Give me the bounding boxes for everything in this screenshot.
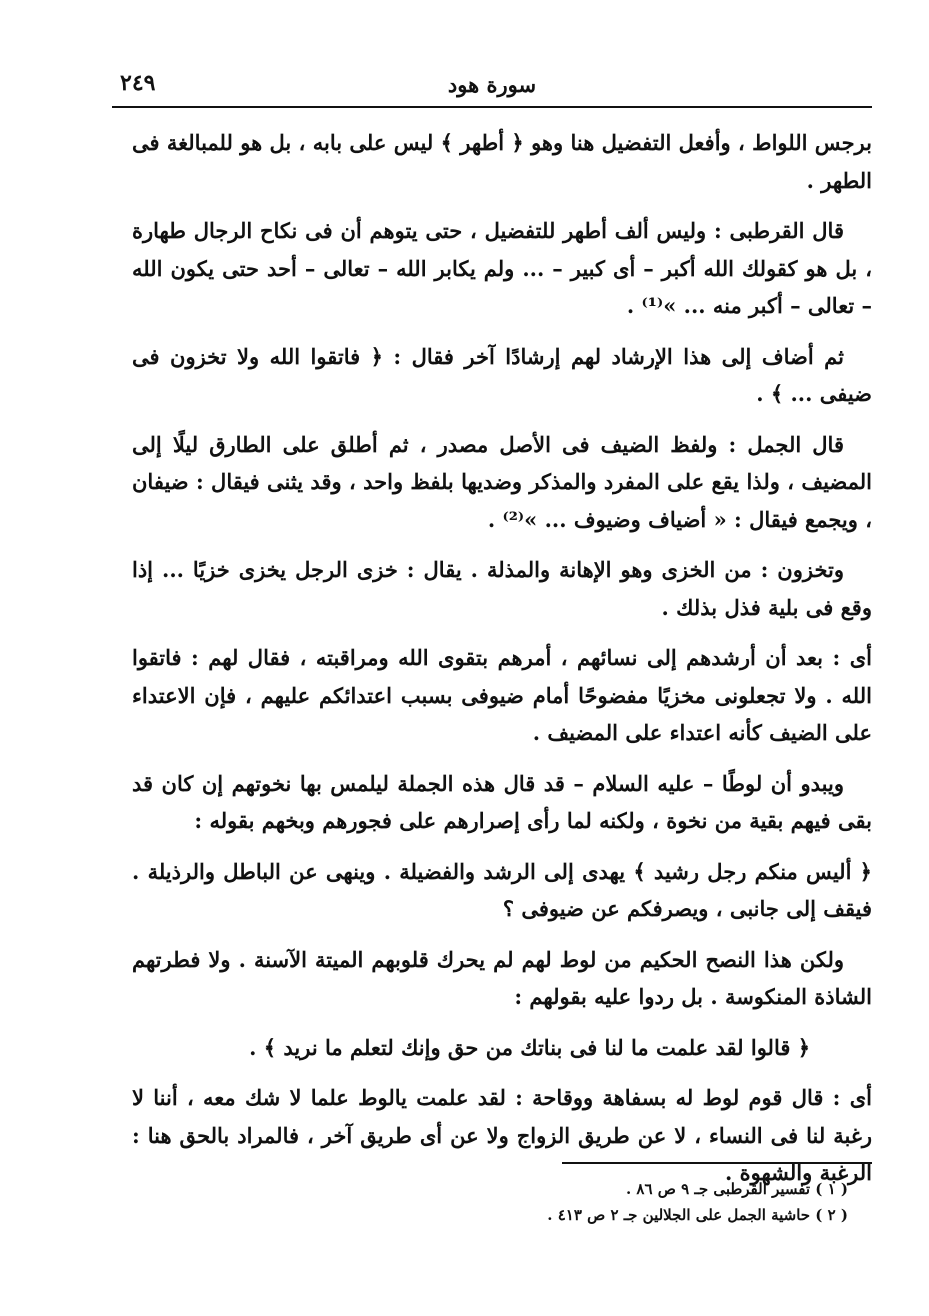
paragraph-3: ثم أضاف إلى هذا الإرشاد لهم إرشادًا آخر فقال : ﴿ فاتقوا الله ولا تخزون فى ضيفى ... ﴾ . (132, 343, 872, 406)
footnote-divider (562, 1162, 872, 1164)
verse-quote: ﴿ قالوا لقد علمت ما لنا فى بناتك من حق وإنك لتعلم ما نريد ﴾ . (249, 1034, 810, 1060)
footnote-1: ( ١ ) تفسير القرطبى جـ ٩ ص ٨٦ . (625, 1180, 848, 1198)
footnotes (132, 1176, 848, 1228)
paragraph-5: وتخزون : من الخزى وهو الإهانة والمذلة . يقال : خزى الرجل يخزى خزيًا ... إذا وقع فى بلية فذل بذلك . (132, 557, 872, 620)
page-number: ٢٤٩ (120, 70, 156, 96)
paragraph-1: برجس اللواط ، وأفعل التفضيل هنا وهو ﴿ أطهر ﴾ ليس على بابه ، بل هو للمبالغة فى الطهر . (132, 130, 872, 193)
paragraph-7: ويبدو أن لوطًا – عليه السلام – قد قال هذه الجملة ليلمس بها نخوتهم إن كان قد بقى فيهم بقية من نخوة ، ولكنه لما رأى إصرارهم على فجورهم وبخهم بقوله : (132, 770, 872, 833)
paragraph-11: أى : قال قوم لوط له بسفاهة ووقاحة : لقد علمت يالوط علما لا شك معه ، أننا لا رغبة لنا فى النساء ، لا عن طريق الزواج ولا عن أى طريق آخر ، فالمراد بالحق هنا : الرغبة والشهوة . (132, 1085, 872, 1185)
main-text (132, 124, 872, 1205)
paragraph-9: ولكن هذا النصح الحكيم من لوط لهم لم يحرك قلوبهم الميتة الآسنة . ولا فطرتهم الشاذة المنكوسة . بل ردوا عليه بقولهم : (132, 946, 872, 1009)
footnote-2: ( ٢ ) حاشية الجمل على الجلالين جـ ٢ ص ٤١٣ . (547, 1206, 848, 1224)
running-header (112, 62, 872, 108)
paragraph-6: أى : بعد أن أرشدهم إلى نسائهم ، أمرهم بتقوى الله ومراقبته ، فقال لهم : فاتقوا الله . ولا تجعلونى مخزيًا مفضوحًا أمام ضيوفى بسبب اعتدائكم عليهم ، فإن الاعتداء على الضيف كأنه اعتداء على المضيف . (132, 645, 872, 745)
surah-title: سورة هود (447, 72, 537, 97)
paragraph-4: قال الجمل : ولفظ الضيف فى الأصل مصدر ، ثم أطلق على الطارق ليلًا إلى المضيف ، ولذا يقع على المفرد والمذكر وضديها بلفظ واحد ، وقد يثنى فيقال : ضيفان ، ويجمع فيقال : « أضياف وضيوف ... »⁽²⁾ . (132, 431, 872, 532)
paragraph-2: قال القرطبى : وليس ألف أطهر للتفضيل ، حتى يتوهم أن فى نكاح الرجال طهارة ، بل هو كقولك الله أكبر – أى كبير – ... ولم يكابر الله – تعالى – أحد حتى يكون الله – تعالى – أكبر منه ... »⁽¹⁾ . (132, 218, 872, 318)
paragraph-8: ﴿ أليس منكم رجل رشيد ﴾ يهدى إلى الرشد والفضيلة . وينهى عن الباطل والرذيلة . فيقف إلى جانبى ، ويصرفكم عن ضيوفى ؟ (132, 858, 872, 921)
